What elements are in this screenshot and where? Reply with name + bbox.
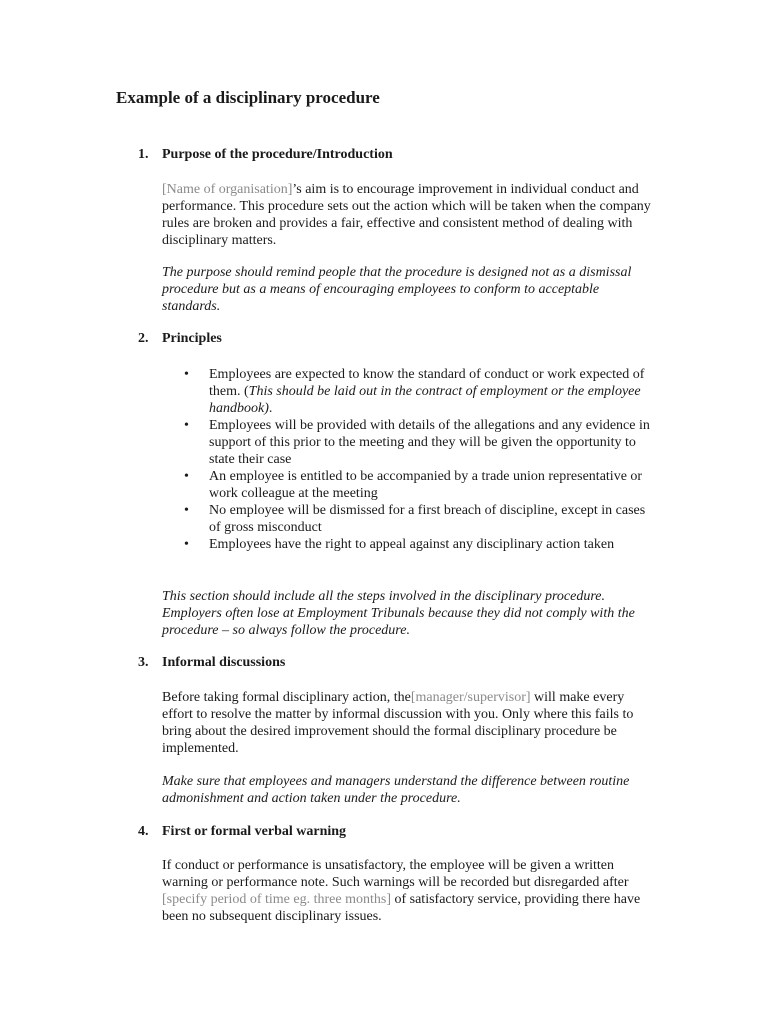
section-4-body [162, 857, 654, 925]
section-title: First or formal verbal warning [162, 824, 347, 839]
list-item-italic: This should be laid out in the contract of employment or the employee handbook) [209, 384, 641, 416]
section-3-text-post: will make every effort to resolve the matter by informal discussion with you. Only where this fails to bring about the desired improvement should the formal disciplinary procedure be implemented. [162, 690, 634, 756]
bullet-icon: • [184, 367, 189, 382]
bullet-icon: • [184, 537, 189, 552]
bullet-icon: • [184, 503, 189, 518]
section-title: Purpose of the procedure/Introduction [162, 147, 393, 162]
section-1-body [162, 181, 654, 249]
list-item-text: Employees have the right to appeal against any disciplinary action taken [209, 537, 615, 552]
section-number: 4. [138, 824, 149, 839]
section-3-note: Make sure that employees and managers understand the difference between routine admonishment and action taken under the procedure. [162, 774, 630, 806]
list-item-text: Employees will be provided with details of the allegations and any evidence in support of this prior to the meeting and they will be given the opportunity to state their case [209, 418, 650, 467]
section-3-body [162, 689, 654, 757]
list-item [162, 468, 654, 502]
section-3-text-pre: Before taking formal disciplinary action, the [162, 690, 411, 705]
section-4-text-post: of satisfactory service, providing there have been no subsequent disciplinary issues. [162, 892, 641, 924]
section-1-text: ’s aim is to encourage improvement in individual conduct and performance. This procedure sets out the action which will be taken when the company rules are broken and provides a fair, effective and consistent method of dealing with disciplinary matters. [162, 182, 651, 248]
bullet-icon: • [184, 469, 189, 484]
list-item-text: An employee is entitled to be accompanied by a trade union representative or work colleague at the meeting [209, 469, 643, 501]
section-number: 1. [138, 147, 149, 162]
section-4-text-pre: If conduct or performance is unsatisfactory, the employee will be given a written warning or performance note. Such warnings will be recorded but disregarded after [162, 858, 629, 890]
list-item [162, 366, 654, 417]
section-number: 2. [138, 331, 149, 346]
list-item-text: Employees are expected to know the standard of conduct or work expected of them. ( [209, 367, 645, 399]
list-item-tail: . [268, 401, 273, 416]
list-item [162, 536, 654, 553]
list-item [162, 417, 654, 468]
list-item-text: No employee will be dismissed for a first breach of discipline, except in cases of gross misconduct [209, 503, 646, 535]
placeholder-period: [specify period of time eg. three months] [162, 892, 391, 907]
bullet-icon: • [184, 418, 189, 433]
placeholder-organisation: [Name of organisation] [162, 182, 293, 197]
placeholder-manager: [manager/supervisor] [410, 690, 531, 705]
section-title: Informal discussions [162, 655, 286, 670]
section-number: 3. [138, 655, 149, 670]
section-2-note: This section should include all the steps involved in the disciplinary procedure. Employers often lose at Employment Tribunals because they did not comply with the procedure – so always follow the procedure. [162, 589, 635, 638]
list-item [162, 502, 654, 536]
document-title: Example of a disciplinary procedure [116, 88, 380, 107]
section-1-note: The purpose should remind people that the procedure is designed not as a dismissal procedure but as a means of encouraging employees to conform to acceptable standards. [162, 265, 632, 314]
principles-list [162, 366, 654, 553]
section-title: Principles [162, 331, 222, 346]
